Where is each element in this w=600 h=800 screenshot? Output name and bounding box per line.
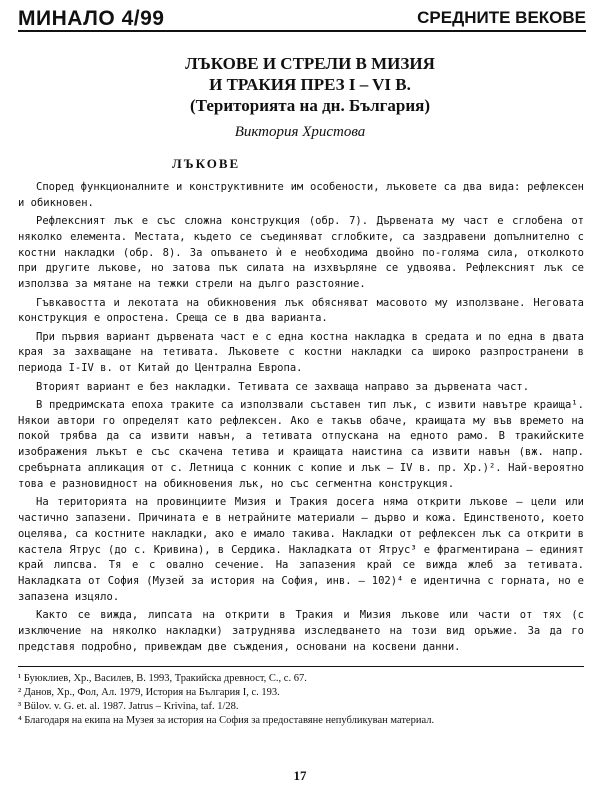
article-author: Виктория Христова xyxy=(234,124,366,140)
paragraph: При първия вариант дървената част е с една костна накладка в средата и по една в двата края за захващане на тетивата. Лъковете с костни накладки са широко разпространени в периода I-IV в. от Китай до Централна Европа. xyxy=(18,330,584,375)
article-subtitle: (Територията на дн. България) xyxy=(190,96,430,115)
article-body xyxy=(18,180,584,658)
paragraph: Вторият вариант е без накладки. Тетивата се захваща направо за дървената част. xyxy=(36,380,530,393)
article-title-block xyxy=(40,53,580,116)
footnote: ⁴ Благодаря на екипа на Музея за история на София за предоставяне непубликуван материал. xyxy=(18,715,435,726)
paragraph: Както се вижда, липсата на открити в Тракия и Мизия лъкове или части от тях (с изключение на няколко накладки) затруднява изследването на този вид оръжие. За да го представя подробно, привеждам две съждения, основани на косвени данни. xyxy=(18,609,584,653)
section-heading: СРЕДНИТЕ ВЕКОВЕ xyxy=(417,8,586,27)
journal-issue: МИНАЛО 4/99 xyxy=(18,7,165,30)
paragraph: В предримската епоха траките са използвали съставен тип лък, с извити навътре краища¹. Някои автори го определят като рефлексен. Ако е такъв обаче, краищата му във времето на покой трябва да са извити навън, а тетивата отпускана на едното рамо. В тракийските изображения лъкът е със скачена тетива и краищата наистина са извити навън (вж. напр. сребърната апликация от с. Летница с конник с копие и лък – IV в. пр. Хр.)². Най-вероятно това е разновидност на обикновения лък, но със сегментна конструкция. xyxy=(18,398,584,490)
paragraph: Гъвкавостта и лекотата на обикновения лък обясняват масовото му използване. Неговата конструкция е опростена. Среща се в два варианта. xyxy=(18,296,584,325)
footnote: ¹ Буюклиев, Хр., Василев, В. 1993, Тракийска древност, С., с. 67. xyxy=(18,673,307,684)
footnotes xyxy=(18,666,584,728)
article-title-line2: И ТРАКИЯ ПРЕЗ I – VI В. xyxy=(209,75,411,94)
paragraph: На територията на провинциите Мизия и Тракия досега няма открити лъкове – цели или частично запазени. Причината е в нетрайните материали – дърво и кожа. Единственото, което оцелява, са костните накладки, ако е имало такива. Накладки от рефлексен лък са открити в кастела Ятрус (до с. Кривина), в Сердика. Накладката от Ятрус³ е фрагментирана – единият край липсва. Тя е с овално сечение. На запазения край се вижда жлеб за тетивата. Накладката от София (Музей за история на София, инв. – 102)⁴ е идентична с горната, но е запазена изцяло. xyxy=(18,496,584,603)
article-title-line1: ЛЪКОВЕ И СТРЕЛИ В МИЗИЯ xyxy=(185,54,435,73)
footnote: ³ Bülov. v. G. et. al. 1987. Jatrus – Krivina, taf. 1/28. xyxy=(18,701,239,712)
footnote: ² Данов, Хр., Фол, Ал. 1979, История на България I, с. 193. xyxy=(18,687,280,698)
paragraph: Според функционалните и конструктивните им особености, лъковете са два вида: рефлексен и обикновен. xyxy=(18,181,584,209)
paragraph: Рефлексният лък е със сложна конструкция (обр. 7). Дървената му част е сглобена от няколко елемента. Местата, където се съединяват сглобките, са заздравени допълнително с костни накладки (обр. 8). За опъването ѝ е необходима двойно по-голяма сила, отколкото при другите лъкове, но затова пък силата на изхвърляне се удвоява. Рефлексният лък се използва за мятане на тежки стрели на дълго разстояние. xyxy=(18,215,584,291)
section-title: ЛЪКОВЕ xyxy=(172,156,241,171)
page-number: 17 xyxy=(293,768,307,783)
page-header xyxy=(18,4,586,32)
